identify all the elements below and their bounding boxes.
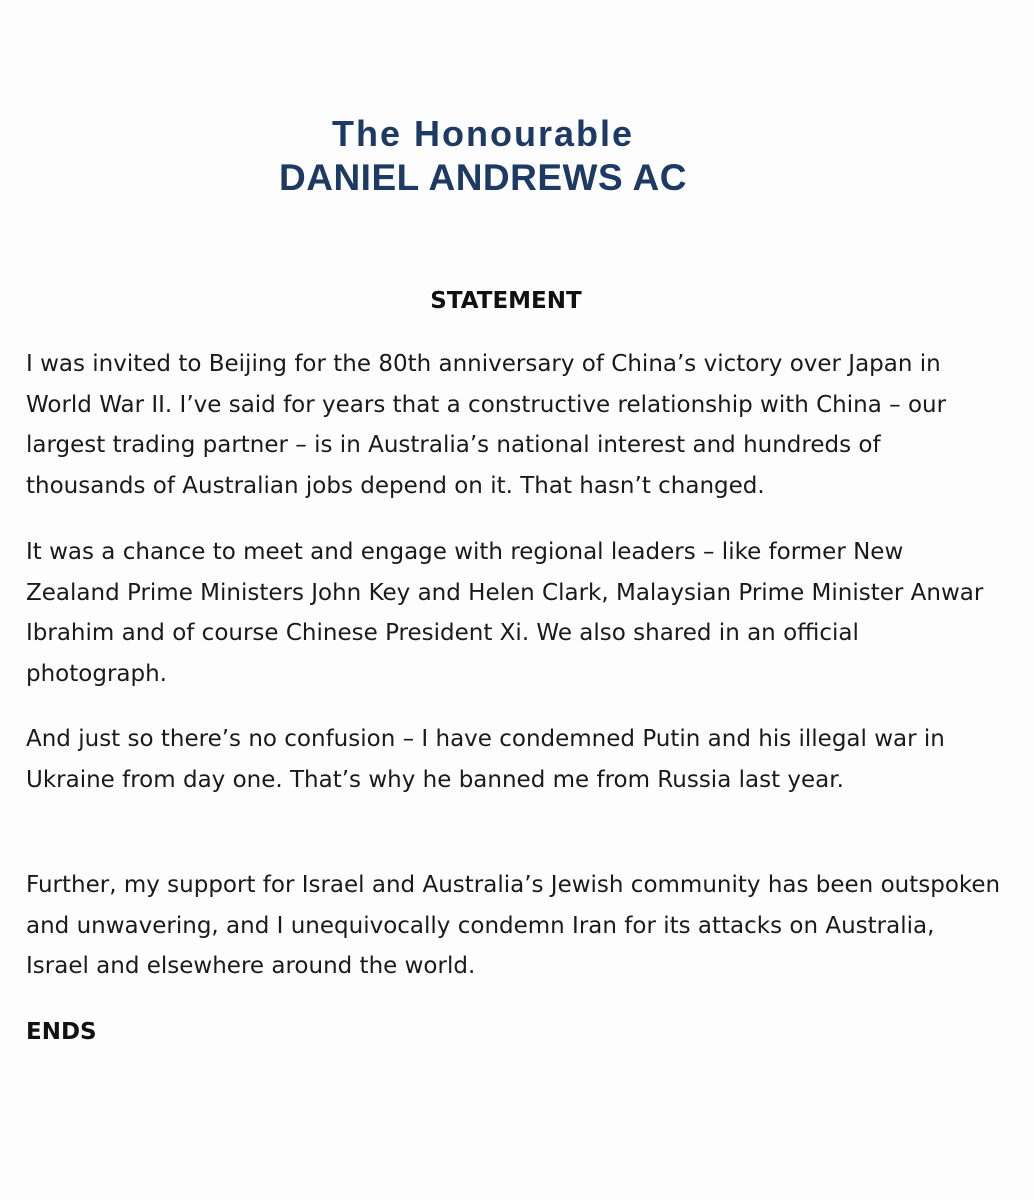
statement-paragraph: I was invited to Beijing for the 80th anniversary of China’s victory over Japan in World War II. I’ve said for years that a constructive relationship with China – our largest trading partner – is in Australia’s national interest and hundreds of thousands of Australian jobs depend on it. That hasn’t changed. [26,351,947,499]
statement-paragraph: And just so there’s no confusion – I have condemned Putin and his illegal war in Ukraine from day one. That’s why he banned me from Russia last year. [26,726,945,793]
letterhead [0,112,966,200]
statement-closing: ENDS [26,1019,97,1045]
letterhead-honorific: The Honourable [331,113,634,154]
letterhead-name: DANIEL ANDREWS AC [279,157,687,198]
statement-paragraph: Further, my support for Israel and Australia’s Jewish community has been outspoken and unwavering, and I unequivocally condemn Iran for its attacks on Australia, Israel and elsewhere around the world. [26,872,1001,979]
statement-paragraph: It was a chance to meet and engage with regional leaders – like former New Zealand Prime Ministers John Key and Helen Clark, Malaysian Prime Minister Anwar Ibrahim and of course Chinese President Xi. We also shared in an official photograph. [26,539,984,687]
statement-heading: STATEMENT [430,288,582,314]
